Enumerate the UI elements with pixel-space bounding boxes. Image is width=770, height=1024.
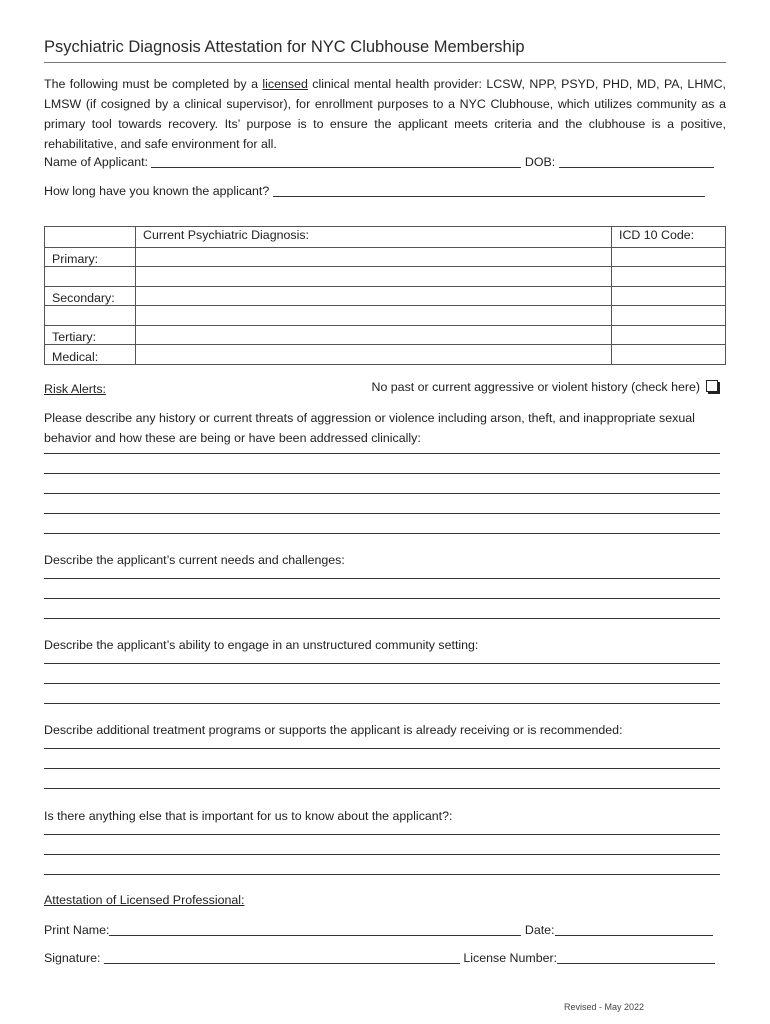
form-title: Psychiatric Diagnosis Attestation for NYC Clubhouse Membership [44,38,525,56]
icd-column-header: ICD 10 Code: [612,227,726,248]
applicant-name-line [44,155,714,169]
no-violence-check-label: No past or current aggressive or violent history (check here) [371,380,700,394]
engage-question: Describe the applicant’s ability to engage in an unstructured community setting: [44,638,479,652]
medical-diagnosis-cell[interactable] [136,345,612,365]
revision-note: Revised - May 2022 [564,1002,645,1012]
signature-label: Signature: [44,951,101,965]
table-row [45,267,726,287]
answer-line[interactable] [44,512,720,514]
table-row [45,286,726,306]
answer-line[interactable] [44,617,720,619]
license-number-label: License Number: [463,951,558,965]
applicant-name-field[interactable] [151,155,521,168]
table-row [45,247,726,267]
no-violence-check-row [372,380,719,394]
aggression-question: Please describe any history or current threats of aggression or violence including arson, theft, and inappropriate sexual behavior and how these are being or have been addressed clinically: [44,411,695,445]
intro-text-start: The following must be completed by a [44,77,263,91]
row-label-secondary: Secondary: [45,286,136,306]
table-row [45,345,726,365]
answer-line[interactable] [44,702,720,704]
table-row [45,306,726,326]
known-duration-field[interactable] [273,184,705,197]
medical-icd-cell[interactable] [612,345,726,365]
answer-line[interactable] [44,682,720,684]
answer-line[interactable] [44,662,720,664]
answer-line[interactable] [44,833,720,835]
row-label-tertiary: Tertiary: [45,325,136,345]
table-row [45,325,726,345]
row-label-blank-2 [45,306,136,326]
answer-line[interactable] [44,767,720,769]
known-duration-label: How long have you known the applicant? [44,184,270,198]
anything-else-question: Is there anything else that is important for us to know about the applicant?: [44,809,453,823]
date-field[interactable] [555,923,713,936]
print-name-line [44,923,713,937]
answer-line[interactable] [44,787,720,789]
intro-licensed-word: licensed [262,77,308,91]
icd-cell[interactable] [612,306,726,326]
title-divider [44,62,726,63]
answer-line[interactable] [44,873,720,875]
answer-line[interactable] [44,853,720,855]
attestation-heading: Attestation of Licensed Professional: [44,893,245,907]
needs-question: Describe the applicant’s current needs and challenges: [44,553,345,567]
risk-alerts-heading: Risk Alerts: [44,382,106,396]
intro-paragraph [44,74,726,154]
secondary-icd-cell[interactable] [612,286,726,306]
answer-line[interactable] [44,472,720,474]
known-duration-line [44,184,705,198]
dob-label: DOB: [524,155,556,169]
no-violence-checkbox[interactable] [706,380,718,392]
print-name-label: Print Name: [44,923,110,937]
row-label-blank-1 [45,267,136,287]
answer-line[interactable] [44,577,720,579]
primary-diagnosis-cell[interactable] [136,247,612,267]
date-label: Date: [524,923,555,937]
answer-line[interactable] [44,747,720,749]
programs-question: Describe additional treatment programs or supports the applicant is already receiving or is recommended: [44,723,623,737]
diagnosis-cell[interactable] [136,306,612,326]
secondary-diagnosis-cell[interactable] [136,286,612,306]
diagnosis-cell[interactable] [136,267,612,287]
tertiary-diagnosis-cell[interactable] [136,325,612,345]
answer-line[interactable] [44,532,720,534]
row-label-medical: Medical: [45,345,136,365]
print-name-field[interactable] [109,923,521,936]
form-page [44,0,726,1024]
table-header-blank [45,227,136,248]
primary-icd-cell[interactable] [612,247,726,267]
icd-cell[interactable] [612,267,726,287]
row-label-primary: Primary: [45,247,136,267]
intro-text-rest: clinical mental health provider: LCSW, NPP, PSYD, PHD, MD, PA, LHMC, LMSW (if cosigned by a clinical supervisor), for enrollment purposes to a NYC Clubhouse, which utilizes community as a primary tool towards recovery. Its’ purpose is to ensure the applicant meets criteria and the clubhouse is a positive, rehabilitative, and safe environment for all. [44,77,726,151]
answer-line[interactable] [44,597,720,599]
diagnosis-table [44,226,726,365]
applicant-name-label: Name of Applicant: [44,155,149,169]
signature-field[interactable] [104,951,460,964]
diagnosis-column-header: Current Psychiatric Diagnosis: [136,227,612,248]
tertiary-icd-cell[interactable] [612,325,726,345]
license-number-field[interactable] [557,951,715,964]
dob-field[interactable] [559,155,714,168]
answer-line[interactable] [44,492,720,494]
answer-line[interactable] [44,452,720,454]
signature-line [44,951,715,965]
